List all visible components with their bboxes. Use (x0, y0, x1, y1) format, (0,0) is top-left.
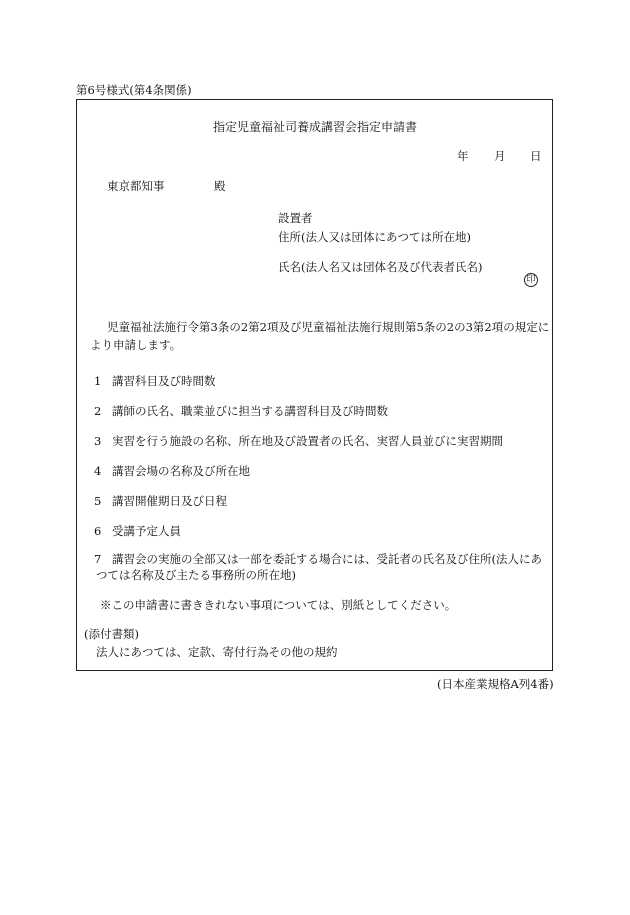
item-text: 受講予定人員 (112, 524, 181, 538)
list-item (94, 376, 216, 388)
item-text-continuation: つては名称及び主たる事務所の所在地) (96, 568, 296, 582)
name-label: 氏名(法人名又は団体名及び代表者氏名) (278, 260, 483, 274)
form-number-label: 第6号様式(第4条関係) (76, 83, 192, 97)
item-text: 講習会場の名称及び所在地 (112, 464, 250, 478)
date-year-label: 年 (457, 149, 469, 163)
address-label: 住所(法人又は団体にあつては所在地) (278, 230, 471, 244)
item-number: 2 (94, 404, 102, 418)
addressee-name: 東京都知事 (107, 179, 165, 193)
item-number: 3 (94, 434, 102, 448)
item-text: 実習を行う施設の名称、所在地及び設置者の氏名、実習人員並びに実習期間 (112, 434, 503, 448)
list-item (94, 554, 542, 566)
attachments-heading: (添付書類) (84, 627, 139, 641)
founder-label: 設置者 (278, 211, 313, 225)
item-number: 7 (94, 552, 102, 566)
note-text: ※この申請書に書ききれない事項については、別紙としてください。 (100, 598, 457, 612)
list-item (94, 496, 227, 508)
list-item (94, 406, 388, 418)
list-item (94, 466, 250, 478)
list-item (94, 436, 503, 448)
paper-standard-note: (日本産業規格A列4番) (437, 677, 554, 691)
date-day-label: 日 (530, 149, 542, 163)
application-statement-line2: より申請します。 (90, 338, 182, 352)
item-text: 講習会の実施の全部又は一部を委託する場合には、受託者の氏名及び住所(法人にあ (112, 552, 542, 566)
item-number: 6 (94, 524, 102, 538)
item-text: 講習科目及び時間数 (112, 374, 216, 388)
list-item (94, 526, 181, 538)
seal-mark: 印 (524, 273, 538, 287)
document-title: 指定児童福祉司養成講習会指定申請書 (212, 120, 417, 134)
item-text: 講師の氏名、職業並びに担当する講習科目及び時間数 (112, 404, 388, 418)
item-text: 講習開催期日及び日程 (112, 494, 227, 508)
application-statement-line1: 児童福祉法施行令第3条の2第2項及び児童福祉法施行規則第5条の2の3第2項の規定に (107, 320, 550, 334)
item-number: 5 (94, 494, 102, 508)
item-number: 4 (94, 464, 102, 478)
addressee-honorific: 殿 (214, 179, 226, 193)
attachments-text: 法人にあつては、定款、寄付行為その他の規約 (96, 645, 338, 659)
item-number: 1 (94, 374, 102, 388)
date-month-label: 月 (494, 149, 506, 163)
